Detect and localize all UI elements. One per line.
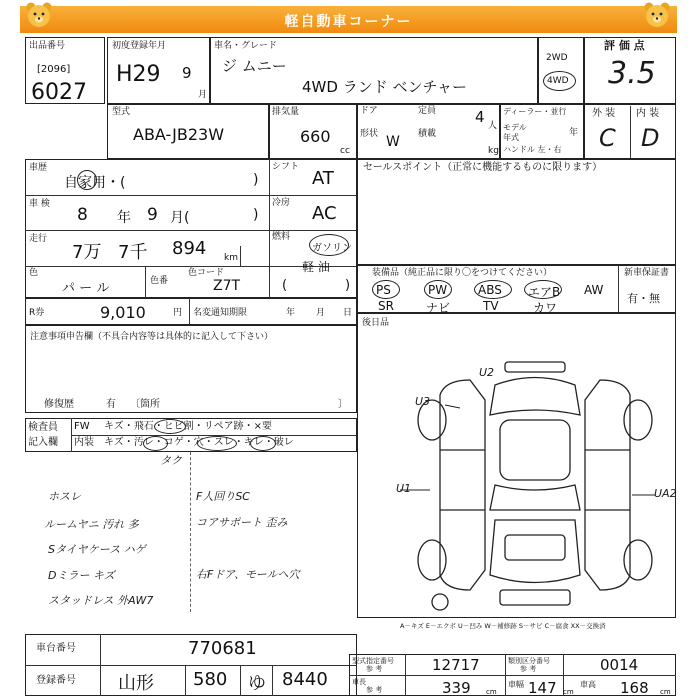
category-value: 0014: [600, 656, 639, 674]
mark-circle: [250, 436, 276, 451]
recycle-value: 9,010: [100, 303, 146, 322]
note-left-item: ホスレ: [48, 490, 81, 503]
model-label: 車名・グレード: [214, 41, 278, 51]
plate-class: 580: [193, 669, 228, 690]
ext-value: C: [599, 124, 616, 152]
model-grade: 4WD ランド ベンチャー: [302, 78, 468, 96]
width-value: 147: [528, 679, 557, 697]
lot-label: 出品番号: [29, 41, 66, 51]
ref-label-3: 参 考: [366, 686, 383, 694]
note-left-item: Sタイヤケース ハゲ: [48, 543, 146, 556]
inspection-year-unit: 年: [117, 210, 131, 226]
plate-kana: ゆ: [248, 673, 266, 694]
year-unit: 年: [569, 128, 579, 138]
inspection-month: 9: [147, 205, 158, 225]
equipment-item: ABS: [478, 283, 502, 297]
height-label: 車高: [580, 680, 596, 689]
capacity-value: 4: [475, 108, 485, 126]
header-bar: [20, 6, 677, 33]
disp-label: 排気量: [272, 107, 300, 117]
warranty-value: 有・無: [627, 292, 660, 305]
note-left-item: ルームヤニ 汚れ 多: [44, 518, 139, 531]
ext-label: 外 装: [592, 108, 616, 119]
door-label: ドア: [360, 106, 378, 116]
shift-value: AT: [312, 168, 334, 189]
history-value: 自家用・(: [64, 175, 126, 191]
recycle-row: [25, 298, 357, 325]
color-code-label2: 色コード: [188, 268, 225, 278]
type-label: 型式: [112, 107, 131, 117]
history-label: 車歴: [29, 163, 48, 173]
note-left-item: スタッドレス 外AW7: [48, 594, 154, 607]
type-value: ABA-JB23W: [133, 125, 225, 144]
color-paren-close: ): [345, 278, 351, 293]
equipment-item: PW: [428, 283, 448, 297]
ac-value: AC: [312, 203, 337, 224]
equipment-item: ナビ: [426, 301, 451, 315]
chassis-label: 車台番号: [36, 643, 76, 654]
inspector-label: 検査員: [28, 422, 58, 433]
header-title: 軽自動車コーナー: [284, 14, 413, 30]
repair-end: 〕: [338, 399, 348, 410]
car-diagram-icon: [400, 360, 670, 615]
color-code-label: 色番: [150, 276, 169, 286]
equipment-circle: [372, 280, 400, 299]
load-unit: kg: [488, 146, 499, 156]
ref-label-2: 参 考: [520, 665, 537, 673]
equipment-item: AW: [584, 283, 604, 297]
shape-value: W: [386, 134, 400, 150]
equipment-circle: [524, 280, 562, 299]
drive-label: 2WD: [546, 53, 568, 63]
mark-circle: [197, 436, 237, 451]
shift-label: シフト: [272, 162, 300, 172]
fuel-label: 燃料: [272, 232, 291, 242]
diagram-label-u3: U3: [415, 395, 431, 408]
repair-value: 有: [106, 399, 116, 410]
mileage-b: 7千: [118, 242, 148, 263]
score-label: 評 価 点: [604, 39, 645, 52]
reg-label: 初度登録年月: [112, 41, 167, 51]
diagram-label-u1: U1: [396, 482, 412, 495]
notice-month: 月: [316, 308, 326, 318]
model-name: ジ ムニー: [222, 57, 287, 75]
equipment-circle: [474, 280, 512, 299]
category-label: 類別区分番号: [508, 657, 550, 665]
notice-day: 日: [343, 308, 353, 318]
history-end: ): [253, 172, 259, 188]
declaration-label: 注意事項申告欄（不具合内容等は具体的に記入して下さい）: [30, 332, 274, 342]
mileage-c: 894: [172, 238, 207, 259]
capacity-unit: 人: [488, 121, 498, 131]
mark-circle: [143, 436, 168, 451]
inspection-end: ): [253, 207, 259, 223]
ac-label: 冷房: [272, 198, 291, 208]
chassis-value: 770681: [188, 638, 257, 659]
equipment-item: カワ: [533, 301, 558, 315]
dealer-label: ディーラー・並行: [503, 107, 567, 116]
ref-label: 参 考: [366, 665, 383, 673]
row2-items: キズ・汚レ・コゲ・穴・スレ・キレ・破レ: [104, 437, 294, 448]
plate-label: 登録番号: [36, 675, 76, 686]
row1-items: キズ・飛石・ヒビ割・リペア跡・×要: [104, 421, 272, 432]
length-unit: cm: [486, 688, 497, 696]
color-code-value: Z7T: [213, 278, 241, 294]
repair-part: 〔箇所: [130, 399, 160, 410]
model-year-label: モデル 年式: [503, 123, 527, 142]
notice-year: 年: [286, 308, 296, 318]
lot-number: 6027: [31, 80, 87, 105]
reg-month: 9: [182, 64, 192, 82]
note-left-item: Dミラー キズ: [48, 569, 115, 582]
height-value: 168: [620, 679, 649, 697]
recycle-label: R券: [29, 308, 45, 318]
model-designation-label: 型式指定番号: [352, 657, 394, 665]
fuel-value: ガソリン: [312, 243, 352, 254]
inspection-month-unit: 月(: [170, 210, 190, 226]
fuel-alt: 軽 油: [302, 260, 330, 274]
plate-number: 8440: [282, 669, 328, 690]
drive-value: 4WD: [547, 76, 569, 86]
bear-mascot-icon: [24, 0, 54, 30]
mileage-unit: km: [224, 253, 238, 263]
shape-label: 形状: [360, 129, 379, 139]
entry-label: 記入欄: [28, 437, 58, 448]
equipment-item: エアB: [528, 285, 561, 299]
note-right-item: 右Fドア、モールヘ穴: [196, 568, 300, 581]
equipment-item: TV: [483, 299, 499, 313]
capacity-label: 定員: [418, 106, 437, 116]
sales-box: [357, 159, 676, 265]
plate-region: 山形: [118, 673, 154, 694]
repair-label: 修復歴: [44, 399, 74, 410]
reg-month-unit: 月: [198, 90, 208, 100]
recycle-unit: 円: [173, 308, 183, 318]
inspection-label: 車 検: [29, 199, 50, 209]
color-paren-open: (: [282, 278, 288, 293]
sales-label: セールスポイント（正常に機能するものに限ります）: [363, 162, 603, 173]
note-right-item: コアサポート 歪み: [196, 516, 288, 529]
bear-mascot-icon: [642, 0, 672, 30]
width-label: 車幅: [508, 680, 524, 689]
score-value: 3.5: [608, 56, 656, 91]
model-designation-value: 12717: [432, 656, 480, 674]
lot-small: [2096]: [37, 64, 71, 75]
disp-value: 660: [300, 127, 331, 146]
equipment-item: PS: [376, 283, 391, 297]
warranty-label: 新車保証書: [624, 268, 670, 278]
note-right-item: F人回りSC: [196, 490, 250, 503]
int-label: 内 装: [636, 108, 660, 119]
equipment-item: SR: [378, 299, 394, 313]
length-label: 車長: [352, 678, 366, 686]
row1-head: FW: [74, 421, 90, 432]
equipment-circle: [424, 280, 452, 299]
notice-label: 名変通知期限: [193, 308, 248, 318]
diagram-label-ua2: UA2: [654, 487, 677, 500]
rear-label: 後日品: [362, 318, 390, 328]
disp-unit: cc: [340, 146, 350, 156]
equipment-label: 装備品（純正品に限り〇をつけてください）: [372, 268, 553, 278]
mileage-a: 7万: [72, 242, 102, 263]
height-unit: cm: [660, 688, 671, 696]
reg-year: H29: [116, 62, 161, 87]
color-value: パ ー ル: [62, 281, 110, 296]
length-value: 339: [442, 679, 471, 697]
int-value: D: [641, 124, 660, 152]
damage-legend: A－キズ E－エクボ U－凹み W－補修跡 S－サビ C－腐食 XX－交換済: [400, 622, 606, 630]
width-unit: cm: [563, 688, 574, 696]
inspection-year: 8: [77, 205, 88, 225]
row2-head: 内装: [74, 437, 94, 448]
load-label: 積載: [418, 129, 437, 139]
mark-circle: [154, 419, 186, 434]
diagram-label-u2: U2: [479, 366, 495, 379]
color-label: 色: [29, 268, 39, 278]
handle-label: ハンドル 左・右: [503, 145, 562, 154]
inspector-mark: タク: [160, 454, 182, 467]
mileage-label: 走行: [29, 234, 48, 244]
